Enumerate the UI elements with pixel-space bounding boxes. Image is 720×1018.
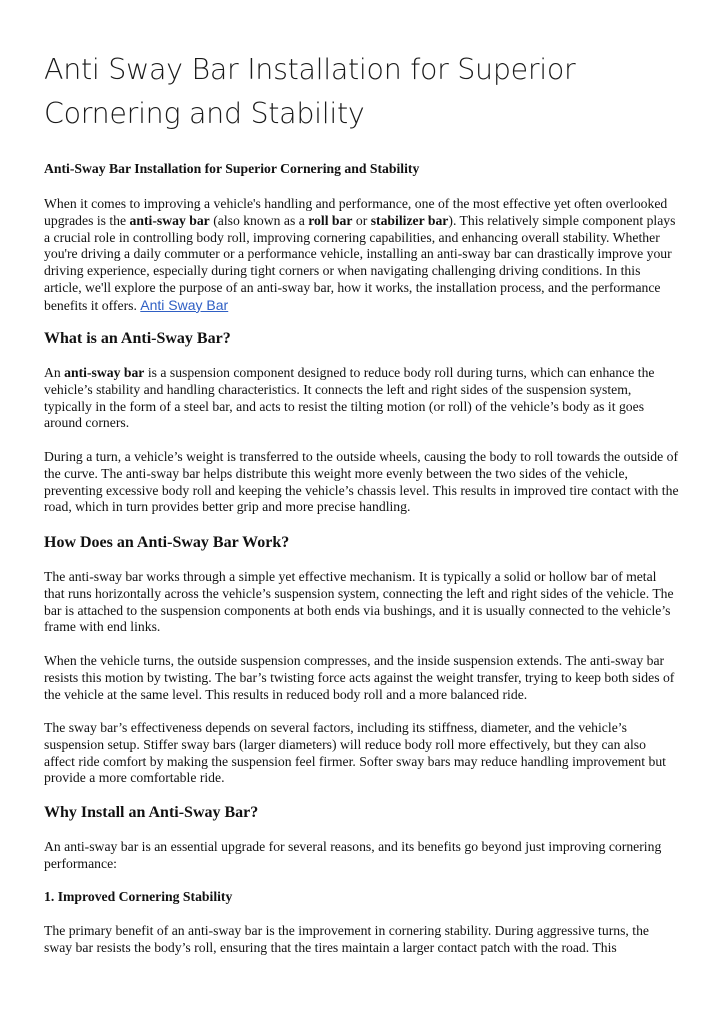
intro-paragraph — [44, 196, 680, 315]
intro-text-2: (also known as a — [209, 212, 309, 228]
anti-sway-bar-link[interactable]: Anti Sway Bar — [140, 296, 229, 313]
why-paragraph-1: An anti-sway bar is an essential upgrade for several reasons, and its benefits go beyond just improving cornering performance: — [44, 839, 662, 871]
intro-text-3: or — [352, 212, 371, 228]
what-text-2: is a suspension component designed to reduce body roll during turns, which can enhance the vehicle’s stability and handling characteristics. It connects the left and right sides of the suspension system, typically in the form of a steel bar, and acts to resist the tilting motion (or roll) of the vehicle’s body as it goes around corners. — [44, 365, 655, 431]
cornering-paragraph: The primary benefit of an anti-sway bar is the improvement in cornering stability. During aggressive turns, the sway bar resists the body’s roll, ensuring that the tires maintain a larger contact patch with the road. This — [44, 923, 649, 955]
intro-bold-3: stabilizer bar — [370, 212, 449, 228]
heading-why-install: Why Install an Anti-Sway Bar? — [44, 804, 259, 821]
how-paragraph-1: The anti-sway bar works through a simple yet effective mechanism. It is typically a solid or hollow bar of metal that runs horizontally across the vehicle’s suspension system, connecting the left and right sides of the vehicle. The bar is attached to the suspension components at both ends via bushings, and it is usually connected to the vehicle’s frame with end links. — [44, 569, 674, 635]
what-bold-1: anti-sway bar — [64, 365, 145, 380]
what-paragraph-2: During a turn, a vehicle’s weight is transferred to the outside wheels, causing the body to roll towards the outside of the curve. The anti-sway bar helps distribute this weight more evenly between the two sides of the vehicle, preventing excessive body roll and keeping the vehicle’s chassis level. This results in improved tire contact with the road, which in turn provides better grip and more precise handling. — [44, 449, 679, 515]
what-text-1: An — [44, 365, 65, 380]
heading-improved-cornering: 1. Improved Cornering Stability — [44, 889, 233, 904]
intro-text-4: ). This relatively simple component plays a crucial role in controlling body roll, improving cornering capabilities, and enhancing overall stability. Whether you're driving a daily commuter or a performance vehicle, installing an anti-sway bar can drastically improve your driving experience, especially during tight corners or when navigating challenging driving conditions. In this article, we'll explore the purpose of an anti-sway bar, how it works, the installation process, and the performance benefits it offers. — [44, 212, 676, 313]
document-page — [44, 0, 680, 955]
intro-bold-2: roll bar — [308, 212, 353, 228]
how-paragraph-3: The sway bar’s effectiveness depends on several factors, including its stiffness, diameter, and the vehicle’s suspension setup. Stiffer sway bars (larger diameters) will reduce body roll more effectively, but they can also affect ride comfort by making the suspension feel firmer. Softer sway bars may reduce handling improvement but provide a more comfortable ride. — [44, 720, 666, 786]
how-paragraph-2: When the vehicle turns, the outside suspension compresses, and the inside suspension extends. The anti-sway bar resists this motion by twisting. The bar’s twisting force acts against the weight transfer, trying to keep both sides of the vehicle at the same level. This results in reduced body roll and a more balanced ride. — [44, 653, 675, 702]
document-title: Anti Sway Bar Installation for Superior Cornering and Stability — [44, 53, 576, 130]
what-paragraph-1 — [44, 365, 680, 432]
intro-bold-1: anti-sway bar — [129, 212, 210, 228]
heading-what-is: What is an Anti-Sway Bar? — [44, 330, 231, 347]
intro-text-1: When it comes to improving a vehicle's handling and performance, one of the most effective yet often overlooked upgrades is the — [44, 196, 668, 228]
heading-how-works: How Does an Anti-Sway Bar Work? — [44, 534, 290, 551]
lead-heading: Anti-Sway Bar Installation for Superior Cornering and Stability — [44, 161, 420, 176]
